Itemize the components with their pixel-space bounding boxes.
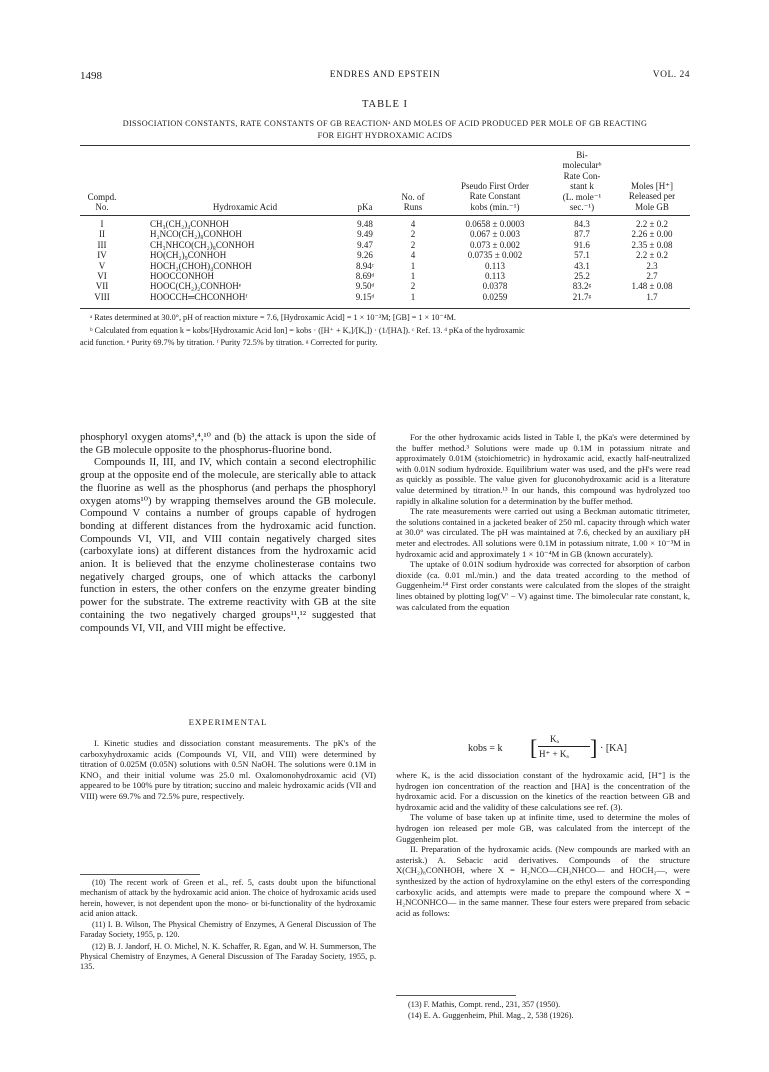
header-line: Mole GB bbox=[635, 201, 669, 212]
right-paragraph-2: The rate measurements were carried out using a Beckman automatic titrimeter, the solutions contained in a jacketed beaker of 250 ml. capacity through which water at 30.0° was circulated. The pH was maintained at 7.6, checked by an auxiliary pH meter and electrodes. All solutions were 0.1M in potassium nitrate, 1.00 × 10⁻³M in hydroxamic acid and approximately 1 × 10⁻⁴M in GB (known accurately). bbox=[396, 506, 690, 559]
table-cell-runs: 4 bbox=[410, 250, 416, 261]
running-head-authors: ENDRES AND EPSTEIN bbox=[329, 70, 441, 80]
table-cell-runs: 1 bbox=[410, 270, 416, 281]
equation-denominator: H⁺ + Kₐ bbox=[539, 749, 569, 759]
right-column-body-continued bbox=[396, 770, 690, 918]
table-cell-k: 83.2ᵍ bbox=[572, 281, 592, 292]
table-footnote-a: ᵃ Rates determined at 30.0°, pH of reaction mixture = 7.6, [Hydroxamic Acid] = 1 × 10⁻³M; [GB] = 1 × 10⁻⁴M. bbox=[90, 313, 456, 322]
right-column-body bbox=[396, 432, 690, 612]
table-cell-k: 57.1 bbox=[574, 250, 590, 261]
table-cell-runs: 1 bbox=[410, 291, 416, 302]
table-cell-k: 91.6 bbox=[574, 239, 590, 250]
header-hydroxamic-acid bbox=[150, 202, 340, 212]
header-line: No. of bbox=[401, 192, 425, 202]
header-pseudo-first-order bbox=[440, 181, 550, 212]
table-header-rule bbox=[80, 215, 690, 216]
table-cell-h: 2.7 bbox=[646, 270, 658, 281]
left-paragraph-1: phosphoryl oxygen atoms³,⁴,¹⁰ and (b) the attack is upon the side of the GB molecule opposite to the phosphorus-fluorine bond. bbox=[80, 432, 376, 456]
header-line: Rate Constant bbox=[469, 191, 521, 202]
experimental-paragraph: I. Kinetic studies and dissociation constant measurements. The pK's of the carboxyhydroxamic acids (Compounds VI, VII, and VIII) were determined by titration of 0.025M (0.05N) solutions with 0.5N NaOH. The solutions were 0.1M in KNO₃ and their initial volume was 25.0 ml. Oxalomonohydroxamic acid (VI) appeared to be 100% pure by titration; succino and maleic hydroxamic acids (VII and VIII) were 69.7% and 72.5% pure, respectively. bbox=[80, 738, 376, 801]
table-cell-no: VIII bbox=[94, 291, 110, 302]
table-cell-k: 87.7 bbox=[574, 229, 590, 240]
table-footnotes bbox=[80, 312, 690, 350]
table-cell-no: III bbox=[97, 239, 107, 250]
table-cell-pka: 8.94ᶜ bbox=[355, 260, 375, 271]
table-top-rule bbox=[80, 145, 690, 146]
header-line: Hydroxamic Acid bbox=[212, 202, 278, 212]
table-cell-runs: 2 bbox=[410, 229, 416, 240]
table-cell-no: IV bbox=[97, 250, 107, 261]
column-hydroxamic-acid bbox=[150, 219, 340, 302]
column-kobs bbox=[440, 219, 550, 302]
table-caption-line-2: FOR EIGHT HYDROXAMIC ACIDS bbox=[317, 131, 453, 140]
footnote-13: (13) F. Mathis, Compt. rend., 231, 357 (1950). bbox=[408, 1000, 561, 1009]
header-line: Pseudo First Order bbox=[461, 181, 529, 191]
column-runs bbox=[392, 219, 434, 302]
header-line: pKa bbox=[357, 202, 373, 212]
header-line: Released per bbox=[628, 191, 676, 202]
table-cell-kobs: 0.0658 ± 0.0003 bbox=[465, 219, 525, 229]
table-cell-no: I bbox=[100, 219, 104, 229]
header-line: Bi- bbox=[576, 150, 588, 160]
table-cell-pka: 9.15ᵈ bbox=[355, 291, 375, 302]
footnote-10: (10) The recent work of Green et al., ref. 5, casts doubt upon the bifunctional mechanism of attack by the hydroxamic acid anion. The choice of hydroxamic acids used herein, however, is not dependent upon the mono- or bi-functionality of the hydroxamic acid anion attack. bbox=[80, 878, 376, 918]
table-cell-pka: 9.49 bbox=[357, 229, 373, 240]
table-cell-no: V bbox=[98, 260, 106, 271]
table-cell-acid: HOOCCH═CHCONHOHᶠ bbox=[150, 291, 248, 302]
table-caption-line-1: DISSOCIATION CONSTANTS, RATE CONSTANTS OF GB REACTIONᵃ AND MOLES OF ACID PRODUCED PER MOLE OF GB REACTING bbox=[122, 119, 648, 128]
right-paragraph-4: where Kₐ is the acid dissociation constant of the hydroxamic acid, [H⁺] is the hydrogen ion concentration of the reaction and [HA] is the concentration of the hydroxamic acid. For a discussion on the kinetics of the reaction between GB and hydroxamic acid and the validity of these calculations see ref. (3). bbox=[396, 770, 690, 812]
table-cell-acid: CH₃NHCO(CH₂)₈CONHOH bbox=[150, 239, 255, 250]
header-line: Rate Con- bbox=[563, 170, 601, 181]
left-footnote-rule bbox=[80, 874, 200, 875]
right-paragraph-5: The volume of base taken up at infinite time, used to determine the moles of hydrogen ion released per mole GB, was calculated from the intercept of the Guggenheim plot. bbox=[396, 812, 690, 844]
column-bimolecular-k bbox=[552, 219, 612, 302]
table-cell-runs: 1 bbox=[410, 260, 416, 271]
column-moles-h bbox=[614, 219, 690, 302]
table-cell-h: 1.48 ± 0.08 bbox=[631, 281, 673, 292]
table-cell-kobs: 0.0735 ± 0.002 bbox=[467, 250, 523, 261]
column-pka bbox=[340, 219, 390, 302]
section-heading-experimental: EXPERIMENTAL bbox=[188, 717, 268, 727]
table-cell-acid: HOCH₂(CHOH)₄CONHOH bbox=[150, 260, 252, 271]
right-paragraph-1: For the other hydroxamic acids listed in Table I, the pKa's were determined by the buffer method.³ Solutions were made up 0.1M in potassium nitrate and approximately 0.01M (stoichiometric) in hydroxamic acid, exactly half-neutralized with 0.01N sodium hydroxide. Equilibrium water was used, and the pH's were read as quickly as possible. The value given for gluconohydroxamic acid is a literature value determined by titration.¹³ In our hands, this compound was hydrolyzed too rapidly in alkaline solution for a determination by the buffer method. bbox=[396, 432, 690, 506]
table-cell-k: 84.3 bbox=[574, 219, 590, 229]
table-cell-h: 2.2 ± 0.2 bbox=[636, 250, 668, 261]
header-line: Runs bbox=[403, 202, 423, 213]
table-footnote-b: ᵇ Calculated from equation k = kobs/[Hydroxamic Acid Ion] = kobs · ([H⁺ + Kₐ]/[Kₐ]) · (1/[HA]). ᶜ Ref. 13. ᵈ pKa of the hydroxamic bbox=[90, 325, 525, 335]
running-head bbox=[80, 70, 690, 86]
footnote-11: (11) I. B. Wilson, The Physical Chemistry of Enzymes, A General Discussion of The Faraday Society, 1955, p. 120. bbox=[80, 920, 376, 940]
table-cell-acid: HO(CH₂)₉CONHOH bbox=[150, 250, 227, 261]
table-cell-kobs: 0.073 ± 0.002 bbox=[470, 239, 520, 250]
header-line: sec.⁻¹) bbox=[569, 201, 595, 212]
equation-lhs: kobs = k bbox=[468, 743, 503, 754]
table-cell-acid: HOOCCONHOH bbox=[150, 270, 215, 281]
table-cell-h: 2.2 ± 0.2 bbox=[636, 219, 668, 229]
table-cell-acid: CH₃(CH₂)₄CONHOH bbox=[150, 219, 229, 229]
table-cell-kobs: 0.0378 bbox=[482, 281, 508, 292]
equation-numerator: Kₐ bbox=[550, 734, 559, 744]
table-cell-kobs: 0.0259 bbox=[482, 291, 508, 302]
right-footnotes bbox=[396, 1000, 690, 1023]
header-no-of-runs bbox=[392, 192, 434, 213]
header-line: No. bbox=[95, 202, 109, 213]
right-paragraph-6: II. Preparation of the hydroxamic acids. (New compounds are marked with an asterisk.) A. Sebacic acid derivatives. Compounds of the structure X(CH₂)₈CONHOH, where X = H₂NCO—CH₃NHCO— and HOCH₂—, were synthesized by the action of hydroxylamine on the ethyl esters of the corresponding carboxylic acids, and attempts were made to prepare the compound where X = H₂NCONHCO— in the same manner. These four esters were prepared from sebacic acid as follows: bbox=[396, 844, 690, 918]
table-cell-no: VII bbox=[95, 281, 109, 292]
table-bottom-rule bbox=[80, 308, 690, 309]
table-caption bbox=[80, 118, 690, 142]
footnote-12: (12) B. J. Jandorf, H. O. Michel, N. K. Schaffer, R. Egan, and W. H. Summerson, The Physical Chemistry of Enzymes, A General Discussion of The Faraday Society, 1955, p. 135. bbox=[80, 941, 376, 972]
header-moles-h-released bbox=[614, 181, 690, 212]
equation-left-bracket: [ bbox=[530, 735, 538, 760]
header-bimolecular-rate bbox=[552, 150, 612, 212]
left-footnotes bbox=[80, 878, 376, 974]
table-cell-kobs: 0.113 bbox=[485, 260, 505, 271]
equation-fraction-bar bbox=[538, 746, 590, 747]
left-paragraph-2: Compounds II, III, and IV, which contain a second electrophilic group at the opposite end of the molecule, are sterically able to attack the fluorine as well as the phosphorus (and perhaps the phosphoryl oxygen atoms¹⁰) by wrapping themselves around the GB molecule. Compound V contains a number of groups capable of hydrogen bonding at different distances from the hydroxamic acid function. Compounds VI, VII, and VIII contain negatively charged sites (carboxylate ions) at different distances from the hydroxamic acid anion. It is believed that the enzyme cholinesterase contains two negatively charged groups, one of which attacks the carbonyl function in esters, the other confers on the enzyme greater binding power for the substrate. The extreme reactivity with GB at the site containing the two negatively charged groups¹¹,¹² suggested that compounds VI, VII, and VIII might be effective. bbox=[80, 457, 376, 634]
header-pka bbox=[340, 202, 390, 212]
header-compound-no bbox=[80, 192, 124, 213]
header-line: (L. mole⁻¹ bbox=[562, 191, 602, 202]
table-cell-acid: HOOC(CH₂)₂CONHOHᵉ bbox=[150, 281, 242, 292]
header-line: Compd. bbox=[87, 192, 117, 202]
right-paragraph-3: The uptake of 0.01N sodium hydroxide was corrected for absorption of carbon dioxide (ca. 0.01 ml./min.) and the data treated according to the method of Guggenheim.¹⁴ First order constants were calculated from the slopes of the straight lines obtained by plotting log(V' − V) against time. The bimolecular rate constant, k, was calculated from the equation bbox=[396, 559, 690, 612]
table-cell-h: 2.3 bbox=[646, 260, 658, 271]
page-number: 1498 bbox=[80, 70, 102, 82]
table-cell-kobs: 0.067 ± 0.003 bbox=[470, 229, 520, 240]
equation-right-bracket: ] bbox=[590, 735, 598, 760]
footnote-14: (14) E. A. Guggenheim, Phil. Mag., 2, 538 (1926). bbox=[408, 1011, 574, 1021]
table-cell-acid: H₂NCO(CH₂)₈CONHOH bbox=[150, 229, 242, 240]
table-cell-k: 43.1 bbox=[574, 260, 590, 271]
left-column-body bbox=[80, 432, 376, 635]
rate-equation bbox=[468, 733, 638, 767]
header-line: molecularᵇ bbox=[562, 160, 602, 171]
right-footnote-rule bbox=[396, 995, 516, 996]
table-cell-runs: 2 bbox=[410, 239, 416, 250]
equation-rhs: · [KA] bbox=[600, 743, 627, 754]
table-label: TABLE I bbox=[361, 99, 409, 110]
table-cell-no: II bbox=[99, 229, 105, 240]
table-cell-runs: 2 bbox=[410, 281, 416, 292]
table-cell-h: 2.26 ± 0.00 bbox=[631, 229, 673, 240]
column-compound-no bbox=[80, 219, 124, 302]
volume-label: VOL. 24 bbox=[652, 70, 690, 80]
table-cell-pka: 9.50ᵈ bbox=[355, 281, 375, 292]
table-cell-pka: 9.26 bbox=[357, 250, 373, 261]
experimental-body bbox=[80, 738, 376, 802]
header-line: kobs (min.⁻¹) bbox=[470, 201, 520, 212]
table-cell-k: 25.2 bbox=[574, 270, 590, 281]
table-cell-pka: 9.47 bbox=[357, 239, 373, 250]
header-line: Moles [H⁺] bbox=[631, 181, 673, 191]
table-cell-no: VI bbox=[97, 270, 107, 281]
table-cell-runs: 4 bbox=[410, 219, 416, 229]
table-cell-h: 1.7 bbox=[646, 291, 658, 302]
table-cell-pka: 9.48 bbox=[357, 219, 373, 229]
table-cell-k: 21.7ᵍ bbox=[572, 291, 592, 302]
table-cell-h: 2.35 ± 0.08 bbox=[631, 239, 673, 250]
table-footnote-c: acid function. ᵉ Purity 69.7% by titration. ᶠ Purity 72.5% by titration. ᵍ Corrected for purity. bbox=[80, 338, 378, 347]
table-cell-kobs: 0.113 bbox=[485, 270, 505, 281]
header-line: stant k bbox=[570, 181, 594, 192]
table-cell-pka: 8.69ᵈ bbox=[355, 270, 375, 281]
